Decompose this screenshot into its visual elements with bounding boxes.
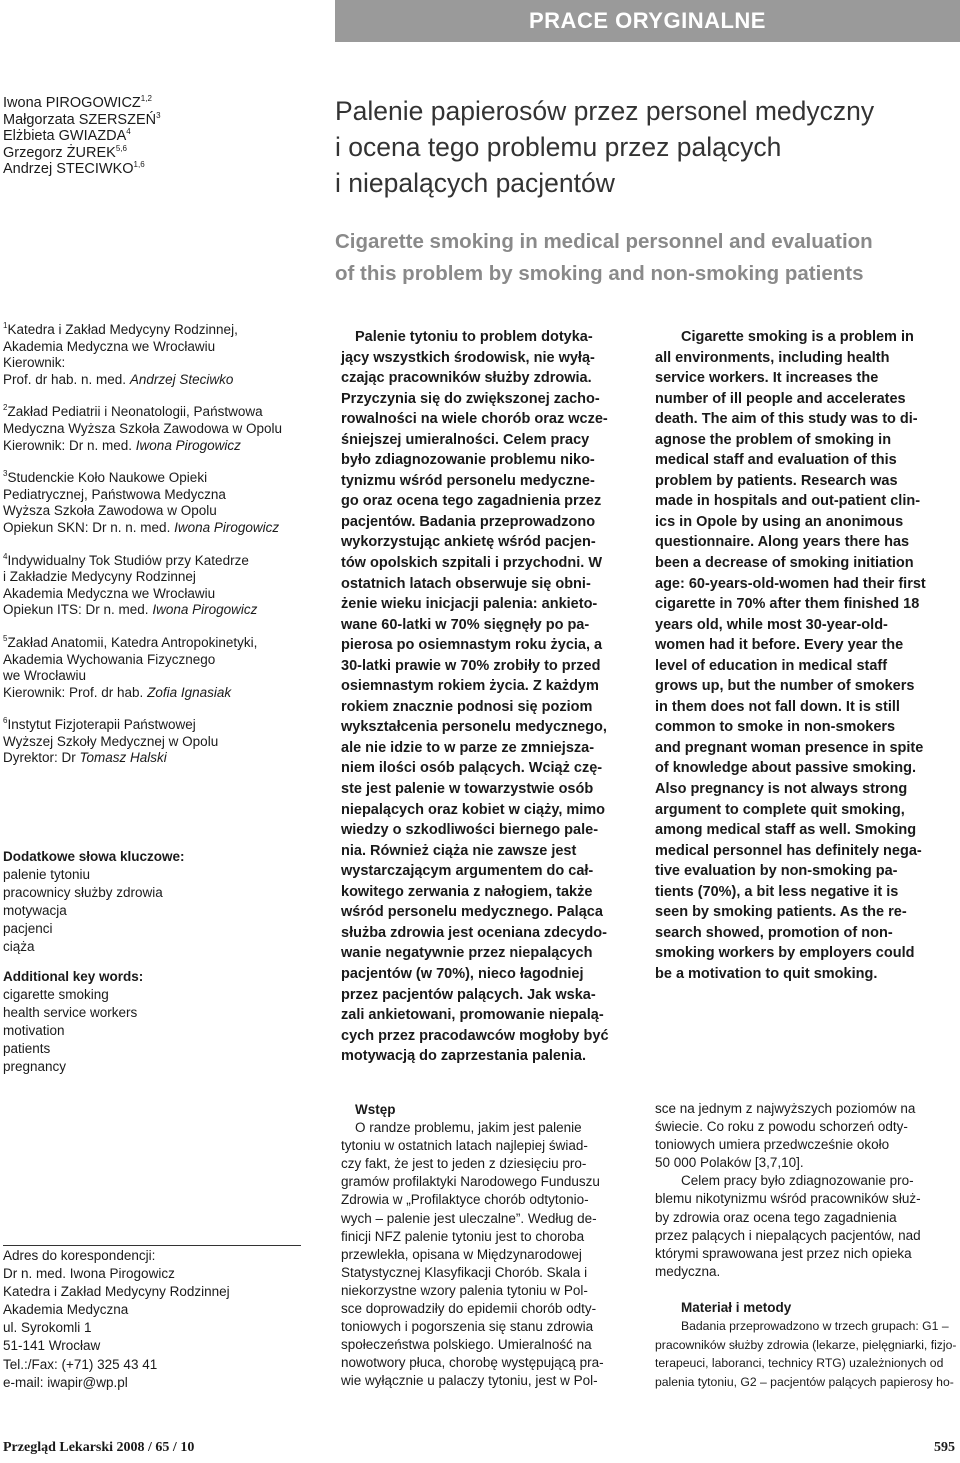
abstract-line: rokiem znacznie podnosi się poziom xyxy=(341,698,593,715)
paragraph-line: wych – palenie jest uleczalne”. Według de- xyxy=(341,1210,597,1226)
abstract-line: pacjentów (w 70%), nieco łagodniej xyxy=(341,965,584,982)
affiliation-6: $^6$Instytut Fizjoterapii Państwowej Wyższej Szkoły Medycznej w Opolu Dyrektor: Dr Tomasz Halski xyxy=(3,716,219,766)
abstract-line: rowalności na wiele chorób oraz wcze- xyxy=(341,411,608,428)
abstract-line: służba zdrowia jest oceniana zdecydo- xyxy=(341,924,607,941)
keywords-english xyxy=(3,968,303,1076)
affiliation-2: $^2$Zakład Pediatrii i Neonatologii, Państwowa Medyczna Wyższa Szkoła Zawodowa w Opolu Kierownik: Dr n. med. Iwona Pirogowicz xyxy=(3,403,282,453)
page-number: 595 xyxy=(934,1440,955,1455)
divider xyxy=(3,1245,301,1246)
keyword: patients xyxy=(3,1041,51,1056)
paragraph-line: wie wyłącznie u palaczy tytoniu, jest w Pol- xyxy=(341,1373,598,1389)
section-label: PRACE ORYGINALNE xyxy=(529,8,766,33)
abstract-line: service workers. It increases the xyxy=(655,370,879,387)
address-line: Tel.:/Fax: (+71) 325 43 41 xyxy=(3,1356,158,1372)
paragraph-line: niekorzystne wzory palenia tytoniu w Pol- xyxy=(341,1282,588,1298)
keywords-heading: Additional key words: xyxy=(3,969,144,984)
paragraph-line: pracowników służby zdrowia (lekarze, pielęgniarki, fizjo- xyxy=(655,1337,957,1352)
author-list xyxy=(3,95,303,178)
keyword: motivation xyxy=(3,1023,65,1038)
abstract-line: Also pregnancy is not always strong xyxy=(655,781,908,798)
abstract-line: tive evaluation by non-smoking pa- xyxy=(655,863,898,880)
abstract-line: death. The aim of this study was to di- xyxy=(655,411,918,428)
abstract-line: and pregnant woman presence in spite xyxy=(655,739,924,756)
paragraph-line: terapeuci, laboranci, technicy RTG) uzależnionych od xyxy=(655,1356,944,1371)
abstract-line: Cigarette smoking is a problem in xyxy=(681,329,914,345)
address-line: ul. Syrokomli 1 xyxy=(3,1320,92,1336)
abstract-line: ale nie idzie to w parze ze zmniejsza- xyxy=(341,739,595,756)
abstract-line: śniejszej umieralności. Celem pracy xyxy=(341,431,590,448)
address-line: 51-141 Wrocław xyxy=(3,1338,101,1354)
paragraph-line: palenia tytoniu, G2 – pacjentów palących papierosy ho- xyxy=(655,1374,954,1389)
abstract-line: women had it before. Every year the xyxy=(655,637,904,654)
address-line: Adres do korespondencji: xyxy=(3,1248,156,1263)
abstract-line: be a motivation to quit smoking. xyxy=(655,965,878,982)
abstract-line: wane 60-latki w 70% sięgnęły po pa- xyxy=(341,616,590,633)
abstract-line: osiemnastym rokiem życia. Z każdym xyxy=(341,678,599,695)
journal-reference: Przegląd Lekarski 2008 / 65 / 10 xyxy=(3,1440,195,1455)
abstract-line: years old, while most 30-year-old- xyxy=(655,616,888,633)
address-line: Akademia Medyczna xyxy=(3,1302,129,1318)
abstract-line: Przyczynia się do zwiększonej zacho- xyxy=(341,390,600,407)
abstract-line: ste jest palenie w towarzystwie osób xyxy=(341,781,594,798)
paragraph-line: tytoniu w ostatnich latach najlepiej świad- xyxy=(341,1138,588,1154)
correspondence-address xyxy=(3,1247,303,1392)
abstract-line: 30-latki prawie w 70% zrobiły to przed xyxy=(341,657,601,674)
abstract-line: cigarette in 70% after them finished 18 xyxy=(655,596,920,613)
abstract-line: wśród personelu medycznego. Paląca xyxy=(341,904,603,921)
section-heading: Materiał i metody xyxy=(681,1299,792,1315)
abstract-line: jący wszystkich środowisk, nie wyłą- xyxy=(341,349,595,366)
paragraph-line: O randze problemu, jakim jest palenie xyxy=(355,1120,582,1136)
abstract-line: wykorzystując ankietę wśród pacjen- xyxy=(341,534,596,551)
abstract-line: age: 60-years-old-women had their first xyxy=(655,575,926,592)
abstract-line: argument to complete quit smoking, xyxy=(655,801,905,818)
author: Andrzej STECIWKO$^{1,6}$ xyxy=(3,160,145,177)
abstract-line: ics in Opole by using an anonimous xyxy=(655,513,904,530)
author: Grzegorz ŻUREK$^{5,6}$ xyxy=(3,143,127,161)
abstract-line: niem ilości osób palących. Wciąż czę- xyxy=(341,760,603,777)
section-heading: Wstęp xyxy=(355,1102,396,1117)
affiliations xyxy=(3,322,303,783)
body-column-right xyxy=(655,1100,955,1391)
abstract-line: nia. Również ciąża nie zawsze jest xyxy=(341,842,577,859)
paragraph-line: toniowych umiera przedwcześnie około xyxy=(655,1137,890,1153)
abstract-line: medical personnel has definitely nega- xyxy=(655,842,922,859)
paragraph-line: by zdrowia oraz ocena tego zagadnienia xyxy=(655,1209,897,1225)
article-title-polish: Palenie papierosów przez personel medyczny i ocena tego problemu przez palących i niepalących pacjentów xyxy=(335,96,875,198)
abstract-line: common to smoke in non-smokers xyxy=(655,719,896,736)
paragraph-line: przewlekła, opisana w Międzynarodowej xyxy=(341,1246,582,1262)
abstract-line: wystarczającym argumentem do cał- xyxy=(341,863,594,880)
abstract-line: agnose the problem of smoking in xyxy=(655,431,892,448)
abstract-line: żenie wieku inicjacji palenia: ankieto- xyxy=(341,596,598,613)
abstract-english xyxy=(655,327,955,985)
author: Małgorzata SZERSZEŃ$^3$ xyxy=(3,110,161,128)
address-line: Dr n. med. Iwona Pirogowicz xyxy=(3,1266,175,1282)
abstract-line: been a decrease of smoking initiation xyxy=(655,555,914,572)
article-title-english: Cigarette smoking in medical personnel and evaluation of this problem by smoking and non-smoking patients xyxy=(335,230,873,285)
abstract-line: zali ankietowani, promowanie niepalą- xyxy=(341,1007,604,1024)
abstract-line: cych przez pracodawców mogłoby być xyxy=(341,1027,609,1044)
paragraph-line: blemu nikotynizmu wśród pracowników służ- xyxy=(655,1191,921,1207)
abstract-line: of knowledge about passive smoking. xyxy=(655,760,917,777)
abstract-line: problem by patients. Research was xyxy=(655,472,898,489)
keywords-heading: Dodatkowe słowa kluczowe: xyxy=(3,849,185,864)
paragraph-line: toniowych i pogorszenia się stanu zdrowia xyxy=(341,1319,594,1335)
abstract-polish xyxy=(341,327,631,1067)
abstract-line: pacjentów. Badania przeprowadzono xyxy=(341,513,596,530)
abstract-line: kowitego zerwania z nałogiem, także xyxy=(341,883,593,900)
keyword: pracownicy służby zdrowia xyxy=(3,885,163,900)
paragraph-line: Badania przeprowadzono w trzech grupach: G1 – xyxy=(681,1319,949,1334)
abstract-line: przez pacjentów palących. Jak wska- xyxy=(341,986,596,1003)
keyword: motywacja xyxy=(3,903,67,918)
paragraph-line: sce na jednym z najwyższych poziomów na xyxy=(655,1101,916,1116)
abstract-line: tients (70%), a bit less negative it is xyxy=(655,883,899,900)
keywords-polish xyxy=(3,848,303,956)
abstract-line: level of education in medical staff xyxy=(655,657,888,674)
abstract-line: Palenie tytoniu to problem dotyka- xyxy=(355,329,593,345)
abstract-line: wanie negatywnie przez niepalących xyxy=(341,945,593,962)
abstract-line: made in hospitals and out-patient clin- xyxy=(655,493,921,510)
paragraph-line: Statystycznej Klasyfikacji Chorób. Skala i xyxy=(341,1264,588,1280)
abstract-line: grows up, but the number of smokers xyxy=(655,678,915,695)
abstract-line: smoking workers by employers could xyxy=(655,945,915,962)
keyword: palenie tytoniu xyxy=(3,867,91,882)
paragraph-line: finicji NFZ palenie tytoniu jest to choroba xyxy=(341,1228,585,1244)
abstract-line: go oraz ocena tego zagadnienia przez xyxy=(341,493,602,510)
affiliation-3: $^3$Studenckie Koło Naukowe Opieki Pediatrycznej, Państwowa Medyczna Wyższa Szkoła Zawodowa w Opolu Opiekun SKN: Dr n. n. med. Iwona Pirogowicz xyxy=(3,469,280,535)
paragraph-line: przez palących i niepalących pacjentów, nad xyxy=(655,1227,921,1243)
paragraph-line: którymi sprawowana jest przez nich opieka xyxy=(655,1245,912,1261)
abstract-line: czając pracowników służby zdrowia. xyxy=(341,370,592,387)
paragraph-line: gramów profilaktyki Narodowego Funduszu xyxy=(341,1174,600,1190)
abstract-line: motywacją do zaprzestania palenia. xyxy=(341,1048,586,1065)
paragraph-line: społeczeństwa polskiego. Umieralność na xyxy=(341,1337,592,1353)
paragraph-line: Celem pracy było zdiagnozowanie pro- xyxy=(681,1173,914,1189)
abstract-line: pierosa po osiemnastym roku życia, a xyxy=(341,637,603,654)
keyword: cigarette smoking xyxy=(3,987,109,1002)
keyword: pregnancy xyxy=(3,1059,67,1074)
abstract-line: wiedzy o szkodliwości biernego pale- xyxy=(341,822,599,839)
abstract-line: niepalących oraz kobiet w ciąży, mimo xyxy=(341,801,606,818)
abstract-line: ostatnich latach obserwuje się obni- xyxy=(341,575,591,592)
paragraph-line: świecie. Co roku z powodu schorzeń odty- xyxy=(655,1119,908,1135)
paragraph-line: czy fakt, że jest to jeden z dziesięciu pro- xyxy=(341,1156,587,1172)
keyword: health service workers xyxy=(3,1005,138,1020)
abstract-line: medical staff and evaluation of this xyxy=(655,452,897,469)
author: Iwona PIROGOWICZ$^{1,2}$ xyxy=(3,94,152,111)
keyword: ciąża xyxy=(3,939,35,954)
abstract-line: questionnaire. Along years there has xyxy=(655,534,910,551)
address-line: e-mail: iwapir@wp.pl xyxy=(3,1374,128,1390)
paragraph-line: sce doprowadziły do epidemii chorób odty- xyxy=(341,1301,597,1317)
abstract-line: seen by smoking patients. As the re- xyxy=(655,904,907,921)
paragraph-line: medyczna. xyxy=(655,1263,721,1279)
affiliation-1: $^1$Katedra i Zakład Medycyny Rodzinnej, Akademia Medyczna we Wrocławiu Kierownik: Prof. dr hab. n. med. Andrzej Steciwko xyxy=(3,321,238,387)
paragraph-line: Zdrowia w „Profilaktyce chorób odtytonio- xyxy=(341,1192,589,1208)
keywords xyxy=(3,848,303,1088)
abstract-line: tów opolskich szpitali i przychodni. W xyxy=(341,555,603,572)
paragraph-line: 50 000 Polaków [3,7,10]. xyxy=(655,1155,804,1171)
body-column-intro xyxy=(341,1101,631,1391)
abstract-line: było zdiagnozowanie problemu niko- xyxy=(341,452,595,469)
abstract-line: all environments, including health xyxy=(655,349,890,366)
abstract-line: number of ill people and accelerates xyxy=(655,390,906,407)
keyword: pacjenci xyxy=(3,921,53,936)
abstract-line: tynizmu wśród personelu medyczne- xyxy=(341,472,595,489)
abstract-line: in them does not fall down. It is still xyxy=(655,698,900,715)
affiliation-4: $^4$Indywidualny Tok Studiów przy Katedrze i Zakładzie Medycyny Rodzinnej Akademia Medyczna we Wrocławiu Opiekun ITS: Dr n. med. Iwona Pirogowicz xyxy=(3,551,258,618)
author: Elżbieta GWIAZDA$^4$ xyxy=(3,127,131,144)
abstract-line: among medical staff as well. Smoking xyxy=(655,822,917,839)
affiliation-5: $^5$Zakład Anatomii, Katedra Antropokinetyki, Akademia Wychowania Fizycznego we Wrocławiu Kierownik: Prof. dr hab. Zofia Ignasiak xyxy=(3,633,258,700)
abstract-line: search showed, promotion of non- xyxy=(655,924,893,941)
abstract-line: wykształcenia personelu medycznego, xyxy=(341,719,607,736)
paragraph-line: nowotwory płuca, chorobę występującą pra- xyxy=(341,1355,604,1371)
section-banner xyxy=(335,0,960,42)
address-line: Katedra i Zakład Medycyny Rodzinnej xyxy=(3,1284,230,1300)
